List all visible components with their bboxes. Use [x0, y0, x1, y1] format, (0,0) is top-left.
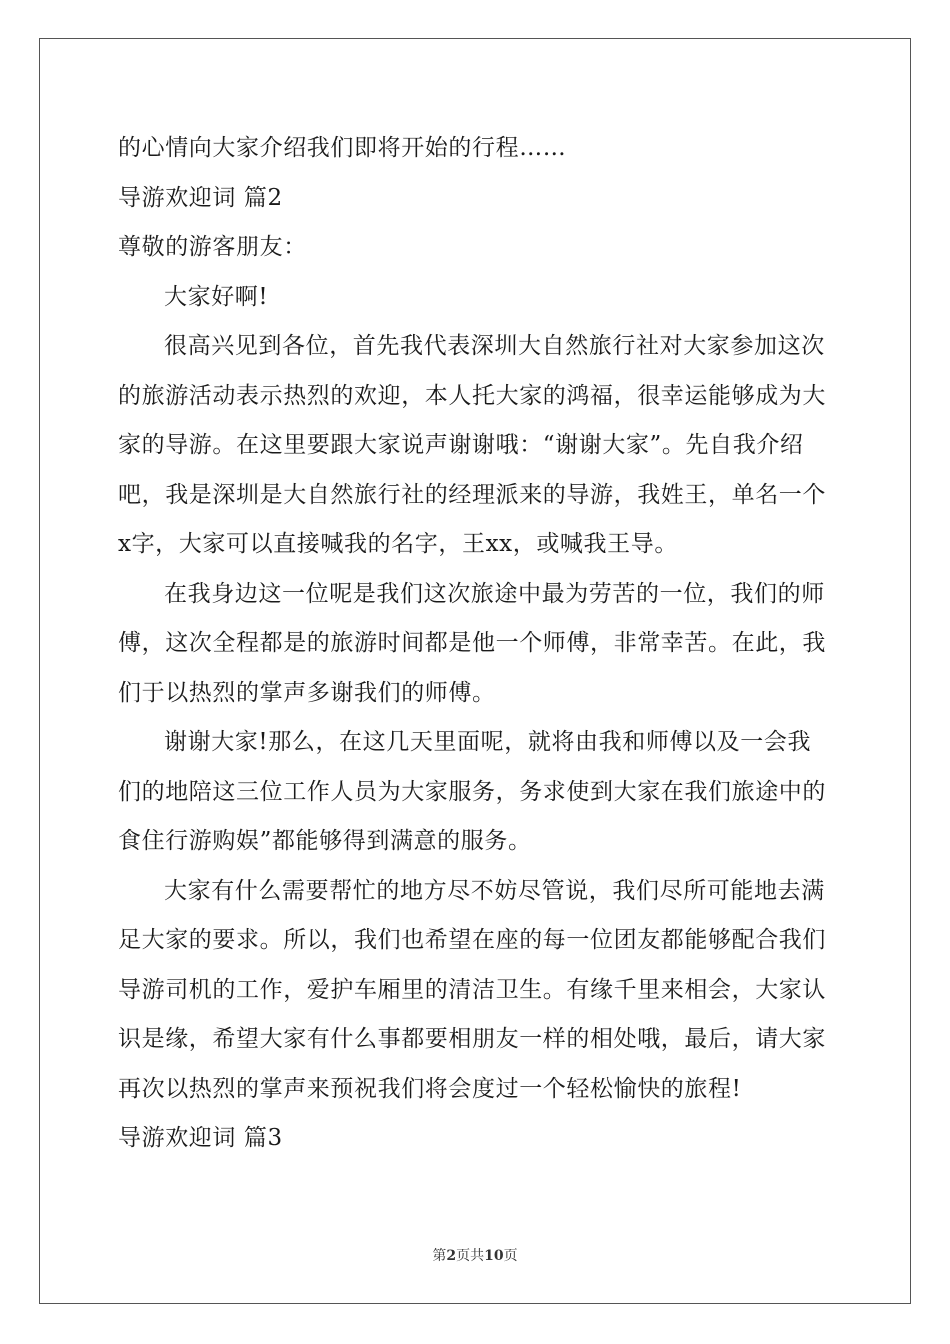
text-line: 导游欢迎词 篇2	[118, 184, 283, 211]
text-line: 家的导游。在这里要跟大家说声谢谢哦：“谢谢大家”。先自我介绍	[118, 432, 804, 458]
text-line: 很高兴见到各位，首先我代表深圳大自然旅行社对大家参加这次	[164, 333, 825, 359]
text-line: 足大家的要求。所以，我们也希望在座的每一位团友都能够配合我们	[118, 927, 826, 953]
total-prefix: 共	[470, 1248, 485, 1264]
page-suffix: 页	[456, 1248, 471, 1264]
text-line: 食住行游购娱”都能够得到满意的服务。	[118, 828, 532, 854]
page-prefix: 第	[432, 1248, 447, 1264]
current-page-number: 2	[446, 1248, 457, 1264]
page-footer	[0, 1245, 950, 1265]
total-pages-number: 10	[484, 1248, 504, 1264]
text-line: 再次以热烈的掌声来预祝我们将会度过一个轻松愉快的旅程!	[118, 1075, 742, 1102]
text-line: 导游欢迎词 篇3	[118, 1125, 283, 1151]
text-line: x字，大家可以直接喊我的名字，王xx，或喊我王导。	[118, 531, 678, 557]
text-line: 的旅游活动表示热烈的欢迎，本人托大家的鸿福，很幸运能够成为大	[118, 382, 826, 409]
text-line: 导游司机的工作，爱护车厢里的清洁卫生。有缘千里来相会，大家认	[118, 976, 826, 1003]
text-line: 尊敬的游客朋友：	[118, 234, 307, 260]
text-line: 大家有什么需要帮忙的地方尽不妨尽管说，我们尽所可能地去满	[164, 877, 825, 904]
text-line: 谢谢大家!那么，在这几天里面呢，就将由我和师傅以及一会我	[164, 729, 812, 755]
text-line: 们于以热烈的掌声多谢我们的师傅。	[118, 679, 496, 706]
total-suffix: 页	[503, 1248, 518, 1264]
text-line: 们的地陪这三位工作人员为大家服务，务求使到大家在我们旅途中的	[118, 778, 826, 805]
document-body	[118, 124, 834, 1164]
text-line: 大家好啊!	[164, 283, 269, 310]
text-line: 在我身边这一位呢是我们这次旅途中最为劳苦的一位，我们的师	[164, 580, 825, 607]
text-line: 吧，我是深圳是大自然旅行社的经理派来的导游，我姓王，单名一个	[118, 481, 826, 508]
text-line: 的心情向大家介绍我们即将开始的行程……	[118, 135, 567, 161]
text-line: 傅，这次全程都是的旅游时间都是他一个师傅，非常幸苦。在此，我	[118, 630, 826, 656]
text-line: 识是缘，希望大家有什么事都要相朋友一样的相处哦，最后，请大家	[118, 1026, 826, 1052]
